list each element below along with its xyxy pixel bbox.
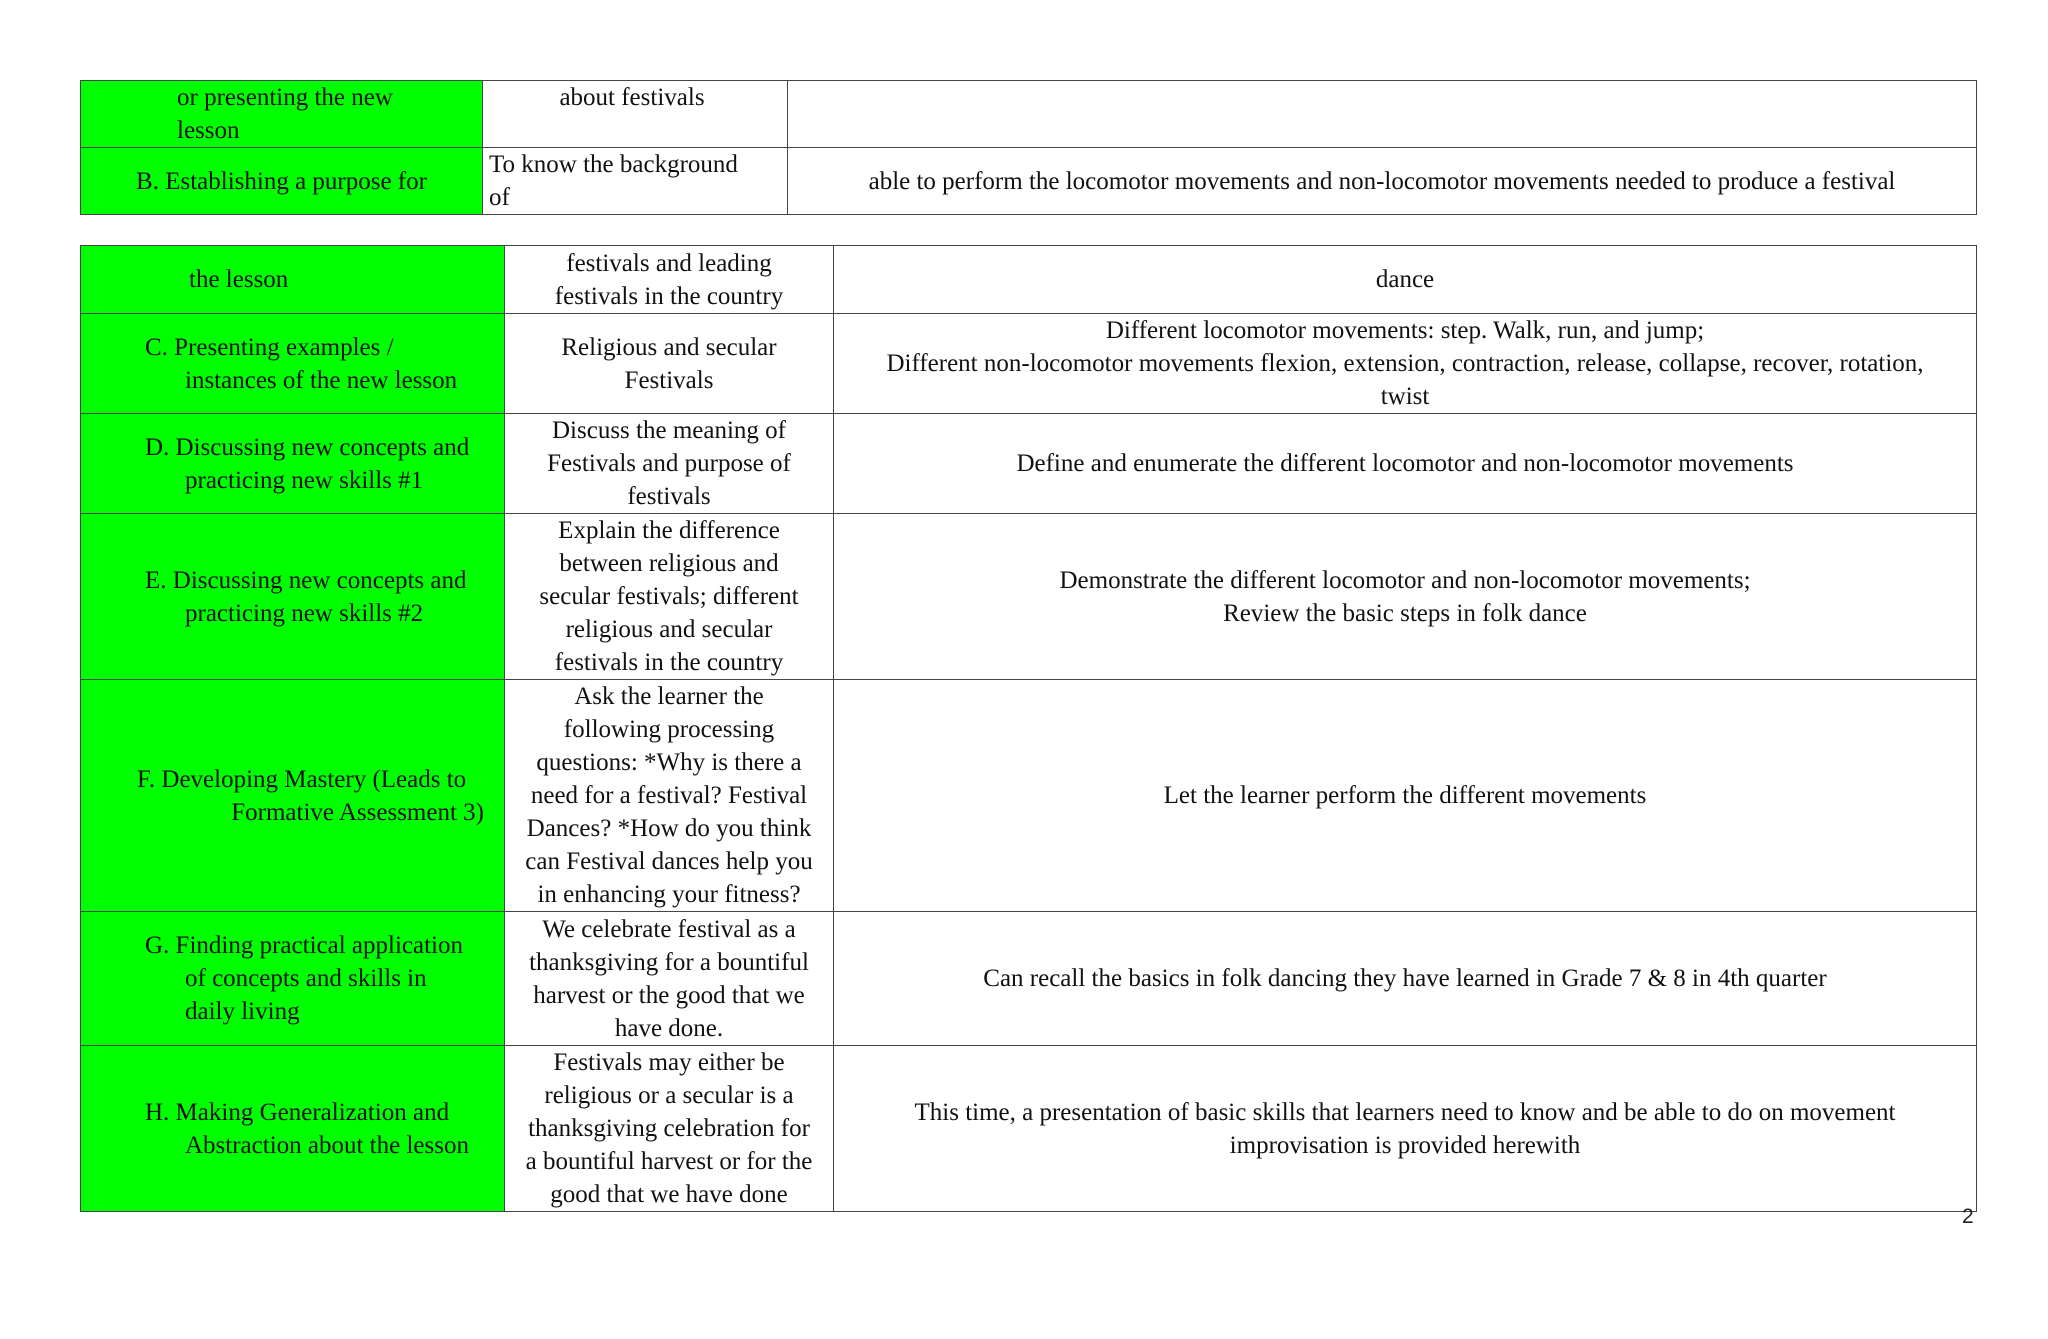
row-label-line: daily living [185, 998, 300, 1025]
activity-text: able to perform the locomotor movements and non-locomotor movements needed to produce a festival [868, 167, 1896, 195]
row-label-line: Abstraction about the lesson [185, 1131, 469, 1159]
content-cell [505, 680, 834, 912]
content-cell [505, 314, 834, 414]
content-line: harvest or the good that we [533, 981, 805, 1009]
activity-text: Let the learner perform the different movements [1163, 782, 1647, 809]
page-number: 2 [1962, 1205, 1974, 1228]
activity-line: Review the basic steps in folk dance [1223, 599, 1587, 627]
content-line: questions: *Why is there a [536, 749, 802, 776]
row-label-cell [81, 1046, 505, 1212]
activity-cell [834, 1046, 1977, 1212]
row-label-text: B. Establishing a purpose for [136, 167, 427, 195]
row-label-line: of concepts and skills in [185, 965, 427, 992]
content-line: Festivals may either be [553, 1049, 785, 1076]
row-label-cell [81, 514, 505, 680]
row-label-line: or presenting the new [177, 84, 393, 111]
content-line: Festivals and purpose of [547, 450, 791, 477]
content-cell [505, 514, 834, 680]
row-label-line: practicing new skills #1 [185, 466, 424, 494]
row-label-cell [81, 81, 483, 148]
content-line: festivals and leading [566, 249, 772, 277]
content-line: good that we have done [550, 1181, 788, 1208]
row-label-line: Formative Assessment 3) [231, 798, 484, 826]
table-row [81, 1046, 1977, 1212]
row-label-line: D. Discussing new concepts and [145, 433, 470, 461]
content-line: thanksgiving for a bountiful [529, 948, 809, 976]
activity-text: Can recall the basics in folk dancing they have learned in Grade 7 & 8 in 4th quarter [983, 965, 1827, 992]
content-cell [483, 148, 788, 215]
row-label-line: G. Finding practical application [145, 932, 463, 959]
table-row [81, 680, 1977, 912]
activity-text: Define and enumerate the different locomotor and non-locomotor movements [1016, 450, 1794, 477]
table-row [81, 246, 1977, 314]
lesson-plan-table [80, 245, 1977, 1212]
activity-cell [834, 314, 1977, 414]
table-row [81, 414, 1977, 514]
activity-line: Different non-locomotor movements flexion, extension, contraction, release, collapse, recover, rotation, [886, 350, 1924, 377]
table-row [81, 81, 1977, 148]
content-line: following processing [563, 716, 775, 743]
content-line: a bountiful harvest or for the [525, 1148, 813, 1175]
row-label-cell [81, 148, 483, 215]
activity-line: This time, a presentation of basic skills that learners need to know and be able to do on movement [914, 1098, 1896, 1126]
activity-line: Demonstrate the different locomotor and non-locomotor movements; [1059, 566, 1751, 594]
activity-cell [834, 680, 1977, 912]
row-label-cell [81, 414, 505, 514]
lesson-plan-table-continued [80, 80, 1977, 215]
activity-cell [788, 81, 1977, 148]
content-cell [505, 1046, 834, 1212]
content-line: need for a festival? Festival [530, 782, 808, 809]
content-cell [505, 414, 834, 514]
activity-cell [834, 246, 1977, 314]
content-line: Festivals [624, 366, 714, 394]
row-label-line: F. Developing Mastery (Leads to [137, 765, 467, 793]
activity-line: Different locomotor movements: step. Walk, run, and jump; [1105, 317, 1705, 344]
content-line: secular festivals; different [539, 583, 799, 610]
row-label-line: E. Discussing new concepts and [145, 566, 467, 594]
content-line: We celebrate festival as a [542, 915, 796, 943]
activity-cell [834, 912, 1977, 1046]
content-line: Dances? *How do you think [526, 815, 812, 842]
row-label-cell [81, 314, 505, 414]
row-label-line: practicing new skills #2 [185, 599, 424, 627]
content-line: between religious and [559, 550, 779, 577]
content-line: can Festival dances help you [525, 848, 813, 875]
content-line: Ask the learner the [574, 683, 764, 710]
activity-cell [834, 514, 1977, 680]
table-row [81, 314, 1977, 414]
content-line: Discuss the meaning of [552, 417, 786, 444]
content-line: To know the background [489, 151, 738, 178]
content-line: have done. [614, 1014, 724, 1042]
content-line: of [489, 184, 510, 211]
row-label-cell [81, 246, 505, 314]
content-line: festivals [627, 483, 711, 510]
table-row [81, 148, 1977, 215]
content-line: religious or a secular is a [544, 1082, 794, 1109]
activity-cell [834, 414, 1977, 514]
row-label-line: lesson [177, 117, 240, 144]
table-row [81, 912, 1977, 1046]
table-row [81, 514, 1977, 680]
content-cell [505, 246, 834, 314]
content-cell [505, 912, 834, 1046]
activity-line: twist [1380, 383, 1430, 410]
row-label-line: H. Making Generalization and [145, 1098, 450, 1126]
row-label-text: the lesson [189, 266, 289, 293]
content-line: Religious and secular [561, 333, 777, 361]
row-label-line: instances of the new lesson [185, 366, 458, 394]
content-line: thanksgiving celebration for [528, 1115, 810, 1142]
content-line: in enhancing your fitness? [537, 881, 801, 908]
content-cell [483, 81, 788, 148]
activity-line: improvisation is provided herewith [1229, 1131, 1581, 1159]
row-label-cell [81, 912, 505, 1046]
content-line: festivals in the country [554, 282, 784, 310]
content-text: about festivals [559, 84, 705, 111]
row-label-cell [81, 680, 505, 912]
content-line: religious and secular [565, 616, 773, 643]
row-label-line: C. Presenting examples / [145, 333, 394, 361]
activity-cell [788, 148, 1977, 215]
content-line: festivals in the country [554, 649, 784, 676]
content-line: Explain the difference [558, 517, 780, 544]
activity-text: dance [1375, 266, 1435, 293]
